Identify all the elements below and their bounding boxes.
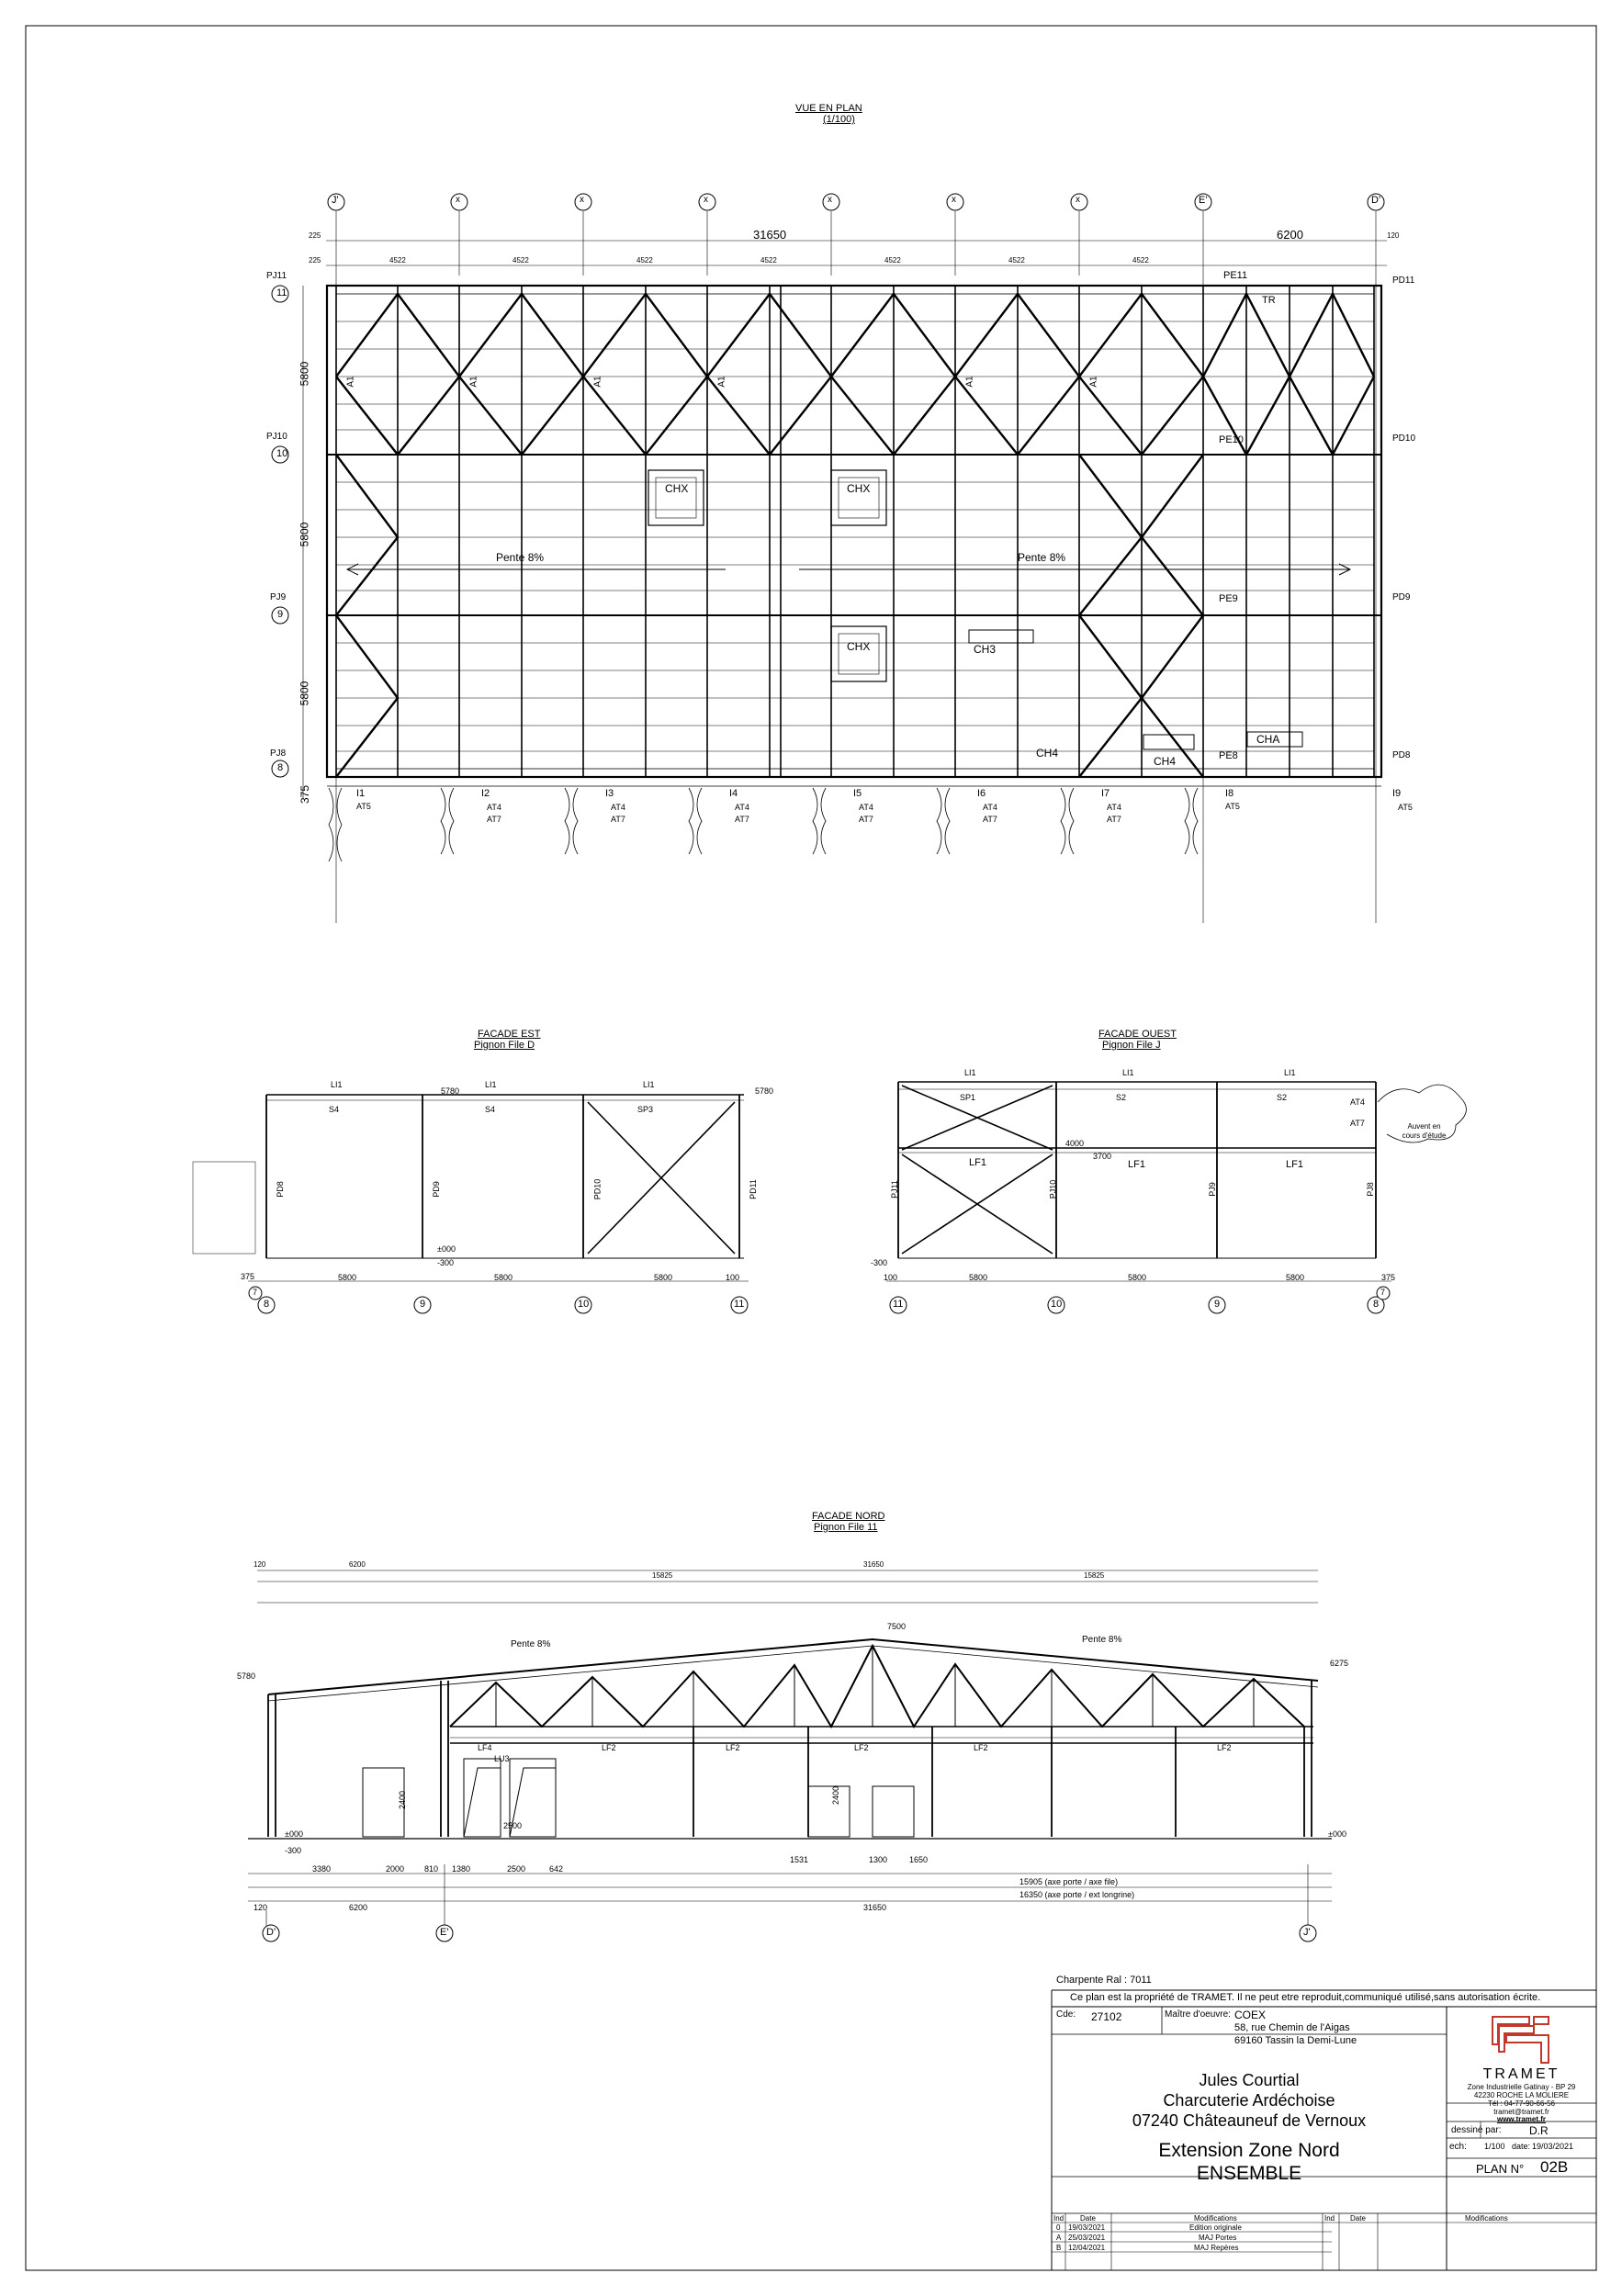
plan-bottom-at4-3: AT4 (611, 803, 625, 812)
plan-cha: CHA (1256, 733, 1280, 746)
plan-axis-e: E' (1199, 195, 1208, 206)
nord-door-dim-1650: 1650 (909, 1855, 929, 1864)
nord-lf2-d: LF2 (974, 1743, 988, 1752)
plan-scale: (1/100) (823, 114, 855, 125)
tb-dessine-label: dessiné par: (1451, 2125, 1502, 2135)
plan-row-dim-1: 5800 (298, 361, 311, 387)
ouest-axis-10: 10 (1051, 1299, 1063, 1310)
plan-bay-5: 4522 (884, 256, 901, 264)
plan-pe11: PE11 (1223, 270, 1248, 281)
rev-2-date: 12/04/2021 (1068, 2244, 1106, 2252)
ouest-beam-sp1: SP1 (960, 1093, 976, 1102)
plan-post-pj11: PJ11 (266, 271, 287, 281)
plan-bracing-a1-1: A1 (345, 376, 356, 388)
facade-est-subtitle: Pignon File D (474, 1040, 535, 1051)
ouest-auvent-note: Auvent en cours d'étude (1402, 1122, 1447, 1140)
nord-lf2-c: LF2 (854, 1743, 869, 1752)
facade-nord-view (248, 1570, 1332, 1933)
nord-axis-d: D' (266, 1927, 276, 1938)
tb-plan-value: 02B (1540, 2158, 1569, 2176)
est-level-5780-a: 5780 (441, 1086, 460, 1096)
plan-bottom-i2: I2 (481, 788, 490, 799)
plan-row-axis-9: 9 (277, 609, 284, 620)
nord-base-6200: 6200 (349, 1903, 368, 1912)
est-beam-s4-b: S4 (485, 1105, 496, 1114)
ouest-axis-8: 8 (1373, 1299, 1380, 1310)
ouest-post-pj10: PJ10 (1048, 1179, 1058, 1199)
est-axis-11: 11 (734, 1299, 745, 1310)
nord-lu3: LU3 (494, 1754, 510, 1763)
plan-bottom-i8: I8 (1225, 788, 1234, 799)
tb-maitre-name: COEX (1234, 2009, 1267, 2021)
plan-bottom-i4: I4 (729, 788, 738, 799)
rev-h-ind: Ind (1053, 2214, 1064, 2223)
plan-axis-d: D' (1371, 195, 1381, 206)
tramet-logo (1492, 2017, 1549, 2063)
plan-post-pj9: PJ9 (270, 592, 287, 602)
est-dim-5800-b: 5800 (494, 1273, 513, 1282)
plan-bottom-at7-3: AT7 (611, 815, 625, 824)
ouest-at4: AT4 (1350, 1097, 1365, 1107)
plan-bracing-top (336, 294, 1374, 777)
tb-propriete: Ce plan est la propriété de TRAMET. Il ne peut etre reproduit,communiqué utilisé,sans autorisation écrite. (1070, 1992, 1541, 2003)
plan-dim-225: 225 (309, 231, 321, 240)
est-axis-9: 9 (420, 1299, 426, 1310)
tb-cde-label: Cde: (1056, 2009, 1076, 2020)
rev-0-ind: 0 (1056, 2223, 1061, 2232)
nord-lf2-a: LF2 (602, 1743, 616, 1752)
tb-project-line2: ENSEMBLE (1196, 2163, 1302, 2184)
tb-company: TRAMET (1482, 2066, 1560, 2082)
nord-base-31650: 31650 (863, 1903, 887, 1912)
plan-axis-circles (272, 194, 1384, 777)
plan-axis-x3: x (704, 195, 708, 205)
ouest-post-pj9: PJ9 (1207, 1182, 1217, 1197)
ouest-axis-9: 9 (1214, 1299, 1221, 1310)
ouest-dim-5800-b: 5800 (1128, 1273, 1147, 1282)
ouest-post-pj11: PJ11 (889, 1180, 899, 1199)
est-dim-375: 375 (241, 1272, 255, 1281)
nord-dim-120: 120 (253, 1560, 266, 1569)
nord-axe-dim-1: 15905 (axe porte / axe file) (1019, 1877, 1119, 1886)
plan-bottom-at7-5: AT7 (859, 815, 873, 824)
plan-slope-arrows (347, 564, 1350, 575)
plan-bottom-i5: I5 (853, 788, 862, 799)
ouest-level-m300: -300 (871, 1258, 888, 1267)
tb-dessine-value: D.R (1529, 2124, 1549, 2137)
nord-dim-6200-top: 6200 (349, 1560, 366, 1569)
plan-bottom-i1: I1 (356, 788, 366, 799)
nord-bdim-1380: 1380 (452, 1864, 471, 1874)
nord-bdim-642: 642 (549, 1864, 564, 1874)
plan-bay-0: 225 (309, 256, 321, 264)
tb-charpente: Charpente Ral : 7011 (1056, 1975, 1152, 1986)
facade-ouest-view (886, 1082, 1466, 1281)
tb-maitre-addr1: 58, rue Chemin de l'Aigas (1234, 2022, 1350, 2033)
nord-dim-15825-a: 15825 (652, 1571, 673, 1580)
plan-row-axis-11: 11 (276, 287, 287, 298)
facade-nord-title: FACADE NORD (812, 1511, 885, 1522)
nord-lf2-e: LF2 (1217, 1743, 1232, 1752)
est-dim-100: 100 (726, 1273, 740, 1282)
tb-ech-label: ech: (1449, 2142, 1467, 2152)
est-level-000: ±000 (437, 1244, 456, 1254)
est-post-pd10: PD10 (592, 1178, 603, 1200)
nord-bdim-3380: 3380 (312, 1864, 332, 1874)
plan-bracing-a1-4: A1 (716, 376, 727, 388)
plan-bottom-at7-4: AT7 (735, 815, 749, 824)
rev-2-ind: B (1056, 2244, 1062, 2252)
ouest-lf1-c: LF1 (1286, 1159, 1303, 1170)
nord-door-dim-2500: 2500 (503, 1821, 523, 1830)
nord-pente-left: Pente 8% (511, 1639, 551, 1649)
est-dim-5800-a: 5800 (338, 1273, 357, 1282)
plan-bottom-at5-far: AT5 (1398, 803, 1413, 812)
plan-row-beams (327, 455, 1381, 615)
tb-maitre-addr2: 69160 Tassin la Demi-Lune (1234, 2035, 1357, 2046)
tb-client-line2: Charcuterie Ardéchoise (1163, 2091, 1335, 2110)
nord-door-dim-2400-b: 2400 (831, 1785, 841, 1806)
plan-bracing-a1-2: A1 (468, 376, 479, 388)
plan-tr: TR (1262, 295, 1276, 306)
plan-chx-3: CHX (847, 640, 871, 653)
nord-pente-right: Pente 8% (1082, 1635, 1122, 1645)
ouest-top-li1-c: LI1 (1284, 1068, 1296, 1077)
plan-axis-x2: x (580, 195, 584, 205)
plan-ch3: CH3 (974, 643, 997, 656)
plan-bottom-at7-2: AT7 (487, 815, 501, 824)
plan-axis-x5: x (952, 195, 956, 205)
nord-level-m300: -300 (285, 1846, 302, 1855)
ouest-axis-7: 7 (1380, 1288, 1386, 1297)
plan-bottom-at4-7: AT4 (1107, 803, 1121, 812)
tb-date-value: 19/03/2021 (1532, 2142, 1574, 2151)
rev-1-ind: A (1056, 2234, 1062, 2242)
ouest-top-li1-b: LI1 (1122, 1068, 1134, 1077)
rev-h-ind2: Ind (1324, 2214, 1335, 2223)
plan-row-axis-10: 10 (276, 448, 288, 459)
plan-ch4-a: CH4 (1036, 747, 1059, 760)
tb-maitre-label: Maître d'oeuvre: (1165, 2009, 1231, 2020)
facade-est-title: FACADE EST (478, 1029, 541, 1040)
tb-plan-label: PLAN N° (1476, 2162, 1525, 2176)
tb-client-name: Jules Courtial (1199, 2071, 1300, 2089)
ouest-axis-11: 11 (893, 1299, 904, 1310)
plan-rafters (336, 286, 1374, 777)
rev-h-mod2: Modifications (1465, 2214, 1508, 2223)
facade-est-axis-circles (249, 1287, 748, 1313)
plan-post-pd8: PD8 (1392, 750, 1411, 760)
ouest-dim-375: 375 (1381, 1273, 1396, 1282)
plan-pente-right: Pente 8% (1018, 551, 1066, 564)
est-axis-8: 8 (264, 1299, 270, 1310)
plan-bay-4: 4522 (760, 256, 777, 264)
plan-chx-1: CHX (665, 482, 689, 495)
plan-dim-overall: 31650 (753, 228, 787, 242)
plan-dim-6200: 6200 (1277, 228, 1303, 242)
nord-bdim-810: 810 (424, 1864, 439, 1874)
tb-ech-value: 1/100 (1484, 2142, 1505, 2151)
plan-axis-x6: x (1076, 195, 1080, 205)
plan-chx-2: CHX (847, 482, 871, 495)
ouest-beam-s2-b: S2 (1277, 1093, 1288, 1102)
plan-post-pd10: PD10 (1392, 433, 1416, 444)
rev-h-date: Date (1080, 2214, 1096, 2223)
tb-project-line1: Extension Zone Nord (1158, 2140, 1340, 2161)
est-top-li1-c: LI1 (643, 1080, 655, 1089)
plan-post-pj8: PJ8 (270, 748, 287, 759)
nord-axe-dim-2: 16350 (axe porte / ext longrine) (1019, 1890, 1135, 1899)
est-axis-7: 7 (253, 1288, 258, 1297)
tb-date-label: date: (1512, 2142, 1531, 2151)
plan-dim-120: 120 (1387, 231, 1400, 240)
plan-bottom-at7-6: AT7 (983, 815, 997, 824)
ouest-lf1-b: LF1 (1128, 1159, 1145, 1170)
plan-bottom-at4-2: AT4 (487, 803, 501, 812)
plan-row-axis-8: 8 (277, 762, 284, 773)
plan-pe8: PE8 (1219, 750, 1238, 761)
plan-axis-x4: x (828, 195, 832, 205)
tb-company-addr2: 42230 ROCHE LA MOLIERE (1473, 2091, 1570, 2099)
est-post-pd9: PD9 (431, 1181, 441, 1198)
nord-lf2-b: LF2 (726, 1743, 740, 1752)
plan-bay-3: 4522 (636, 256, 653, 264)
nord-bdim-2000: 2000 (386, 1864, 405, 1874)
rev-1-date: 25/03/2021 (1068, 2234, 1106, 2242)
nord-level-000-right: ±000 (1328, 1829, 1346, 1839)
facade-ouest-axis-circles (890, 1287, 1390, 1313)
plan-row-dim-3: 5800 (298, 681, 311, 706)
tb-cde-value: 27102 (1091, 2010, 1122, 2023)
est-level-m300: -300 (437, 1258, 455, 1267)
rev-h-mod: Modifications (1194, 2214, 1237, 2223)
plan-post-pj10: PJ10 (266, 432, 287, 442)
plan-bottom-i7: I7 (1101, 788, 1110, 799)
nord-lf4: LF4 (478, 1743, 492, 1752)
plan-bay-6: 4522 (1008, 256, 1025, 264)
plan-bottom-at4-4: AT4 (735, 803, 749, 812)
est-beam-sp3: SP3 (637, 1105, 654, 1114)
plan-bottom-i9: I9 (1392, 788, 1402, 799)
plan-bottom-at4-6: AT4 (983, 803, 997, 812)
est-axis-10: 10 (578, 1299, 590, 1310)
ouest-beam-s2-a: S2 (1116, 1093, 1127, 1102)
nord-axis-e: E' (440, 1927, 449, 1938)
est-top-li1-b: LI1 (485, 1080, 497, 1089)
plan-row-dim-4: 375 (298, 784, 312, 805)
plan-post-pd11: PD11 (1392, 276, 1415, 286)
nord-dim-31650-top: 31650 (863, 1560, 884, 1569)
plan-pe9: PE9 (1219, 593, 1238, 604)
ouest-dim-5800-c: 5800 (1286, 1273, 1305, 1282)
plan-title: VUE EN PLAN (795, 103, 862, 114)
plan-bottom-at5-right: AT5 (1225, 802, 1240, 811)
ouest-top-li1-a: LI1 (964, 1068, 976, 1077)
plan-bay-2: 4522 (513, 256, 529, 264)
plan-view (303, 211, 1387, 923)
plan-axis-x1: x (456, 195, 460, 205)
plan-bottom-i3: I3 (605, 788, 614, 799)
plan-purlins (336, 321, 1374, 751)
ouest-dim-5800-a: 5800 (969, 1273, 988, 1282)
plan-pente-left: Pente 8% (496, 551, 545, 564)
ouest-dim-100: 100 (884, 1273, 898, 1282)
plan-bracing-a1-3: A1 (592, 376, 603, 388)
facade-nord-subtitle: Pignon File 11 (814, 1522, 878, 1533)
facade-ouest-title: FACADE OUEST (1098, 1029, 1177, 1040)
plan-bay-7: 4522 (1132, 256, 1149, 264)
plan-bottom-at4-5: AT4 (859, 803, 873, 812)
nord-axis-j: J' (1303, 1927, 1311, 1938)
nord-level-5780: 5780 (237, 1671, 256, 1681)
est-post-pd11: PD11 (748, 1179, 758, 1199)
plan-bay-1: 4522 (389, 256, 406, 264)
rev-1-mod: MAJ Portes (1199, 2234, 1237, 2242)
est-dim-5800-c: 5800 (654, 1273, 673, 1282)
nord-door-dim-2400-a: 2400 (398, 1790, 408, 1810)
plan-row-dim-2: 5800 (298, 522, 311, 547)
tb-company-tel: Tél : 04-77-90-66-56 (1488, 2099, 1555, 2108)
nord-level-7500: 7500 (887, 1622, 907, 1631)
plan-pe10: PE10 (1219, 434, 1244, 445)
nord-door-dim-1300: 1300 (869, 1855, 888, 1864)
nord-bdim-2500: 2500 (507, 1864, 526, 1874)
plan-bracing-a1-5: A1 (964, 376, 975, 388)
plan-bracing-a1-6: A1 (1088, 376, 1099, 388)
ouest-post-pj8: PJ8 (1365, 1182, 1375, 1197)
facade-ouest-subtitle: Pignon File J (1102, 1040, 1161, 1051)
plan-bottom-at5-left: AT5 (356, 802, 371, 811)
plan-bottom-i6: I6 (977, 788, 986, 799)
ouest-lf1-a: LF1 (969, 1157, 986, 1168)
ouest-level-4000: 4000 (1065, 1139, 1085, 1148)
est-level-5780-b: 5780 (755, 1086, 774, 1096)
rev-2-mod: MAJ Repères (1194, 2244, 1239, 2252)
plan-post-pd9: PD9 (1392, 592, 1411, 602)
plan-bottom-at7-7: AT7 (1107, 815, 1121, 824)
nord-door-dim-1531: 1531 (790, 1855, 809, 1864)
nord-level-000-left: ±000 (285, 1829, 303, 1839)
rev-h-date2: Date (1350, 2214, 1366, 2223)
tb-company-web: www.tramet.fr (1496, 2115, 1547, 2123)
rev-0-date: 19/03/2021 (1068, 2223, 1106, 2232)
nord-level-6275: 6275 (1330, 1659, 1349, 1668)
rev-0-mod: Edition originale (1189, 2223, 1242, 2232)
facade-nord-axis-circles (263, 1925, 1316, 1941)
ouest-level-3700: 3700 (1093, 1152, 1112, 1161)
est-beam-s4-a: S4 (329, 1105, 340, 1114)
tb-company-mail: tramet@tramet.fr (1493, 2108, 1549, 2116)
tb-company-addr1: Zone Industrielle Gatinay - BP 29 (1467, 2083, 1576, 2091)
est-post-pd8: PD8 (275, 1181, 285, 1198)
nord-base-120: 120 (253, 1903, 268, 1912)
ouest-at7: AT7 (1350, 1119, 1365, 1128)
tb-client-line3: 07240 Châteauneuf de Vernoux (1132, 2111, 1367, 2130)
plan-ch4-b: CH4 (1154, 755, 1177, 768)
nord-dim-15825-b: 15825 (1084, 1571, 1105, 1580)
plan-axis-j: J' (332, 195, 339, 206)
est-top-li1-a: LI1 (331, 1080, 343, 1089)
